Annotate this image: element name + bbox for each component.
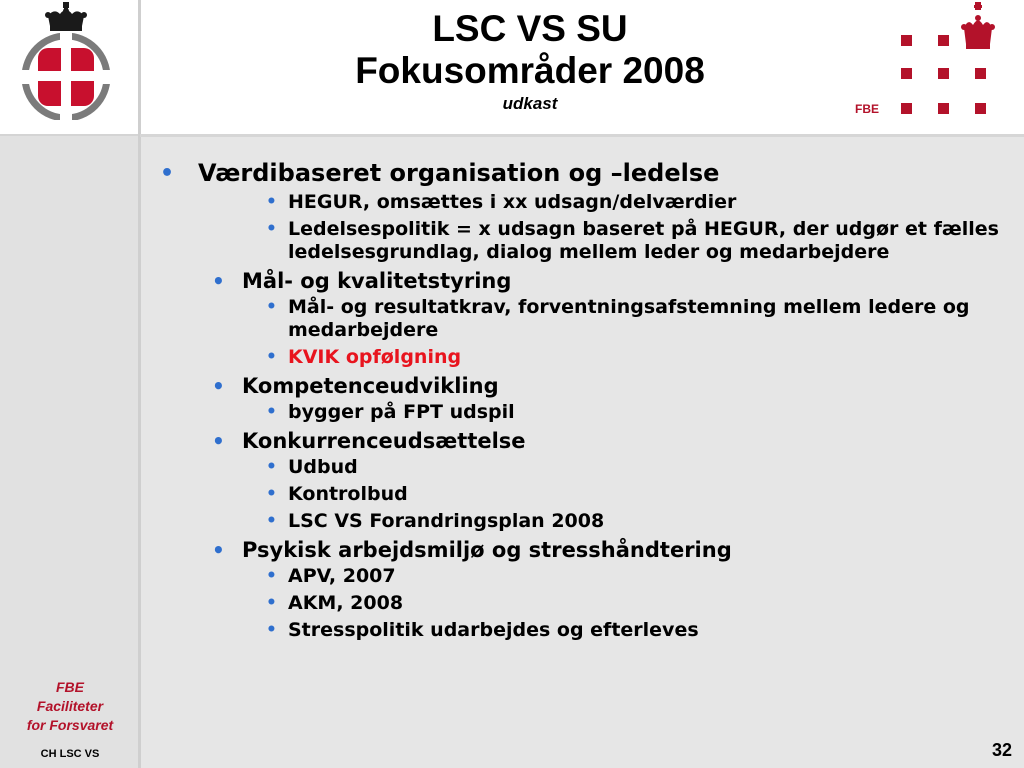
slide-title-block xyxy=(230,8,830,115)
bullet-text: Mål- og resultatkrav, forventningsafstemning mellem ledere og medarbejdere xyxy=(288,296,970,341)
bullet-text: LSC VS Forandringsplan 2008 xyxy=(288,510,605,532)
bullet-dot-icon: • xyxy=(212,374,225,398)
bullet-text: Ledelsespolitik = x udsagn baseret på HEGUR, der udgør et fælles ledelsesgrundlag, dialog mellem leder og medarbejdere xyxy=(288,218,999,263)
bullet-dot-icon: • xyxy=(266,593,277,613)
org-line-3: for Forsvaret xyxy=(26,717,114,733)
bullet-dot-icon: • xyxy=(212,429,225,453)
sub-bullet-item xyxy=(160,218,1020,264)
sub-bullet-item xyxy=(160,619,1020,642)
footer-label: CH LSC VS xyxy=(40,748,100,760)
sub-bullet-item xyxy=(160,191,1020,214)
slide-title: LSC VS SU xyxy=(432,8,628,49)
bullet-text: KVIK opfølgning xyxy=(288,346,462,368)
bullet-text: Udbud xyxy=(288,456,358,478)
sub-bullet-item xyxy=(160,565,1020,588)
bullet-item xyxy=(160,158,1020,189)
bullet-dot-icon: • xyxy=(266,192,277,212)
org-line-1: FBE xyxy=(56,679,84,695)
bullet-dot-icon: • xyxy=(266,511,277,531)
bullet-dot-icon: • xyxy=(266,347,277,367)
bullet-text: Værdibaseret organisation og –ledelse xyxy=(198,159,720,187)
bullet-dot-icon: • xyxy=(266,457,277,477)
bullet-dot-icon: • xyxy=(266,566,277,586)
bullet-text: HEGUR, omsættes i xx udsagn/delværdier xyxy=(288,191,737,213)
bullet-item xyxy=(160,373,1020,400)
danish-defence-emblem-icon xyxy=(14,2,118,120)
slide-subtitle: udkast xyxy=(502,94,558,113)
page-number: 32 xyxy=(991,740,1012,760)
bullet-item xyxy=(160,537,1020,564)
bullet-dot-icon: • xyxy=(266,484,277,504)
sub-bullet-item xyxy=(160,296,1020,342)
sub-bullet-item xyxy=(160,510,1020,533)
sub-bullet-item xyxy=(160,592,1020,615)
bullet-text: Kompetenceudvikling xyxy=(242,374,499,398)
header-divider xyxy=(140,134,1024,137)
bullet-text: APV, 2007 xyxy=(288,565,396,587)
bullet-dot-icon: • xyxy=(212,538,225,562)
bullet-item xyxy=(160,428,1020,455)
organization-name xyxy=(0,678,140,735)
bullet-text: AKM, 2008 xyxy=(288,592,404,614)
bullet-text: Konkurrenceudsættelse xyxy=(242,429,526,453)
bullet-dot-icon: • xyxy=(266,219,277,239)
bullet-text: Mål- og kvalitetstyring xyxy=(242,269,512,293)
bullet-list xyxy=(160,158,1020,646)
sidebar-divider xyxy=(138,0,141,768)
bullet-dot-icon: • xyxy=(266,402,277,422)
bullet-text: Stresspolitik udarbejdes og efterleves xyxy=(288,619,699,641)
bullet-dot-icon: • xyxy=(212,269,225,293)
sub-bullet-item xyxy=(160,346,1020,369)
bullet-text: Psykisk arbejdsmiljø og stresshåndtering xyxy=(242,538,732,562)
bullet-text: bygger på FPT udspil xyxy=(288,401,515,423)
slide-title-line2: Fokusområder 2008 xyxy=(355,50,705,91)
bullet-dot-icon: • xyxy=(266,620,277,640)
sub-bullet-item xyxy=(160,401,1020,424)
sub-bullet-item xyxy=(160,456,1020,479)
bullet-item xyxy=(160,268,1020,295)
royal-crown-squares-icon xyxy=(896,0,1006,122)
bullet-dot-icon: • xyxy=(266,297,277,317)
org-line-2: Faciliteter xyxy=(36,698,104,714)
bullet-text: Kontrolbud xyxy=(288,483,408,505)
sub-bullet-item xyxy=(160,483,1020,506)
bullet-dot-icon: • xyxy=(160,161,175,186)
fbe-logo-label: FBE xyxy=(855,102,879,116)
